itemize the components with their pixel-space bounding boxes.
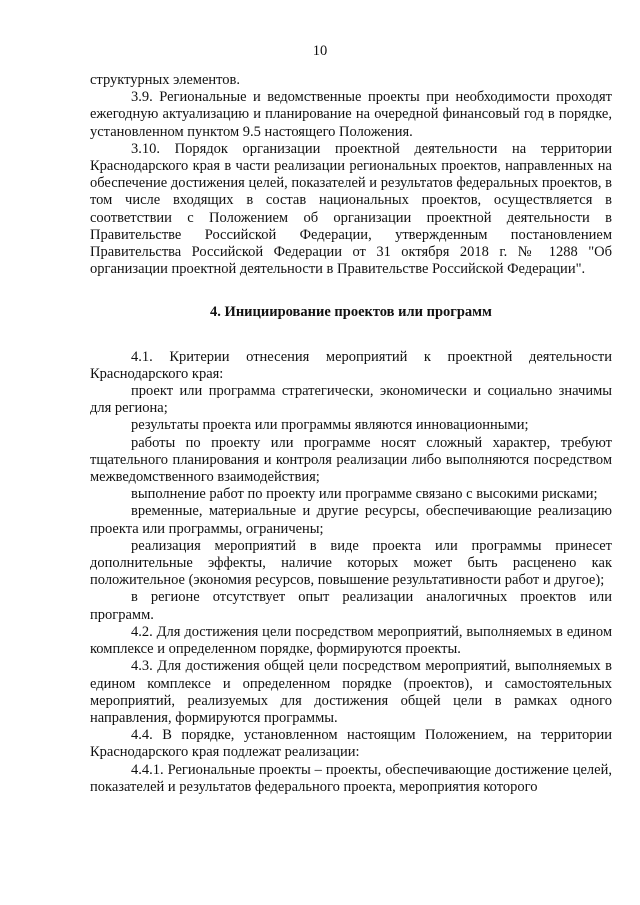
paragraph: структурных элементов. — [90, 72, 241, 88]
paragraph: временные, материальные и другие ресурсы, обеспечивающие реализацию проекта или программы, ограничены; — [90, 503, 612, 537]
paragraph: реализация мероприятий в виде проекта или программы принесет дополнительные эффекты, наличие которых может быть расценено как положительное (экономия ресурсов, повышение результативности работ и другое); — [90, 537, 612, 589]
section-heading: 4. Инициирование проектов или программ — [210, 304, 492, 321]
paragraph: проект или программа стратегически, экономически и социально значимы для региона; — [90, 383, 612, 417]
paragraph: 4.2. Для достижения цели посредством мероприятий, выполняемых в едином комплексе и определенном порядке, формируются проекты. — [90, 623, 612, 658]
page-number: 10 — [312, 43, 328, 59]
paragraph: 4.3. Для достижения общей цели посредством мероприятий, выполняемых в едином комплексе и определенном порядке (проектов), и самостоятельных мероприятий, реализуемых для достижения общей цели в рамках одного направления, формируются программы. — [90, 658, 612, 726]
paragraph: в регионе отсутствует опыт реализации аналогичных проектов или программ. — [90, 589, 612, 623]
paragraph: 3.9. Региональные и ведомственные проекты при необходимости проходят ежегодную актуализацию и планирование на очередной финансовый год в порядке, установленном пунктом 9.5 настоящего Положения. — [90, 89, 612, 140]
paragraph: 4.4. В порядке, установленном настоящим Положением, на территории Краснодарского края подлежат реализации: — [90, 727, 612, 761]
paragraph: 4.1. Критерии отнесения мероприятий к проектной деятельности Краснодарского края: — [90, 348, 612, 382]
paragraph: результаты проекта или программы являются инновационными; — [131, 417, 529, 434]
paragraph: выполнение работ по проекту или программе связано с высокими рисками; — [131, 486, 598, 503]
paragraph: работы по проекту или программе носят сложный характер, требуют тщательного планирования и контроля реализации либо выполняются посредством межведомственного взаимодействия; — [90, 434, 612, 486]
paragraph: 4.4.1. Региональные проекты – проекты, обеспечивающие достижение целей, показателей и результатов федерального проекта, мероприятия которого — [90, 761, 612, 795]
document-body — [90, 72, 612, 796]
paragraph: 3.10. Порядок организации проектной деятельности на территории Краснодарского края в части реализации региональных проектов, направленных на обеспечение достижения целей, показателей и результатов федеральных проектов, в том числе входящих в состав национальных проектов, осуществляется в соответствии с Положением об организации проектной деятельности в Правительстве Российской Федерации, утвержденным постановлением Правительства Российской Федерации от 31 октября 2018 г. № 1288 "Об организации проектной деятельности в Правительстве Российской Федерации". — [90, 140, 612, 278]
